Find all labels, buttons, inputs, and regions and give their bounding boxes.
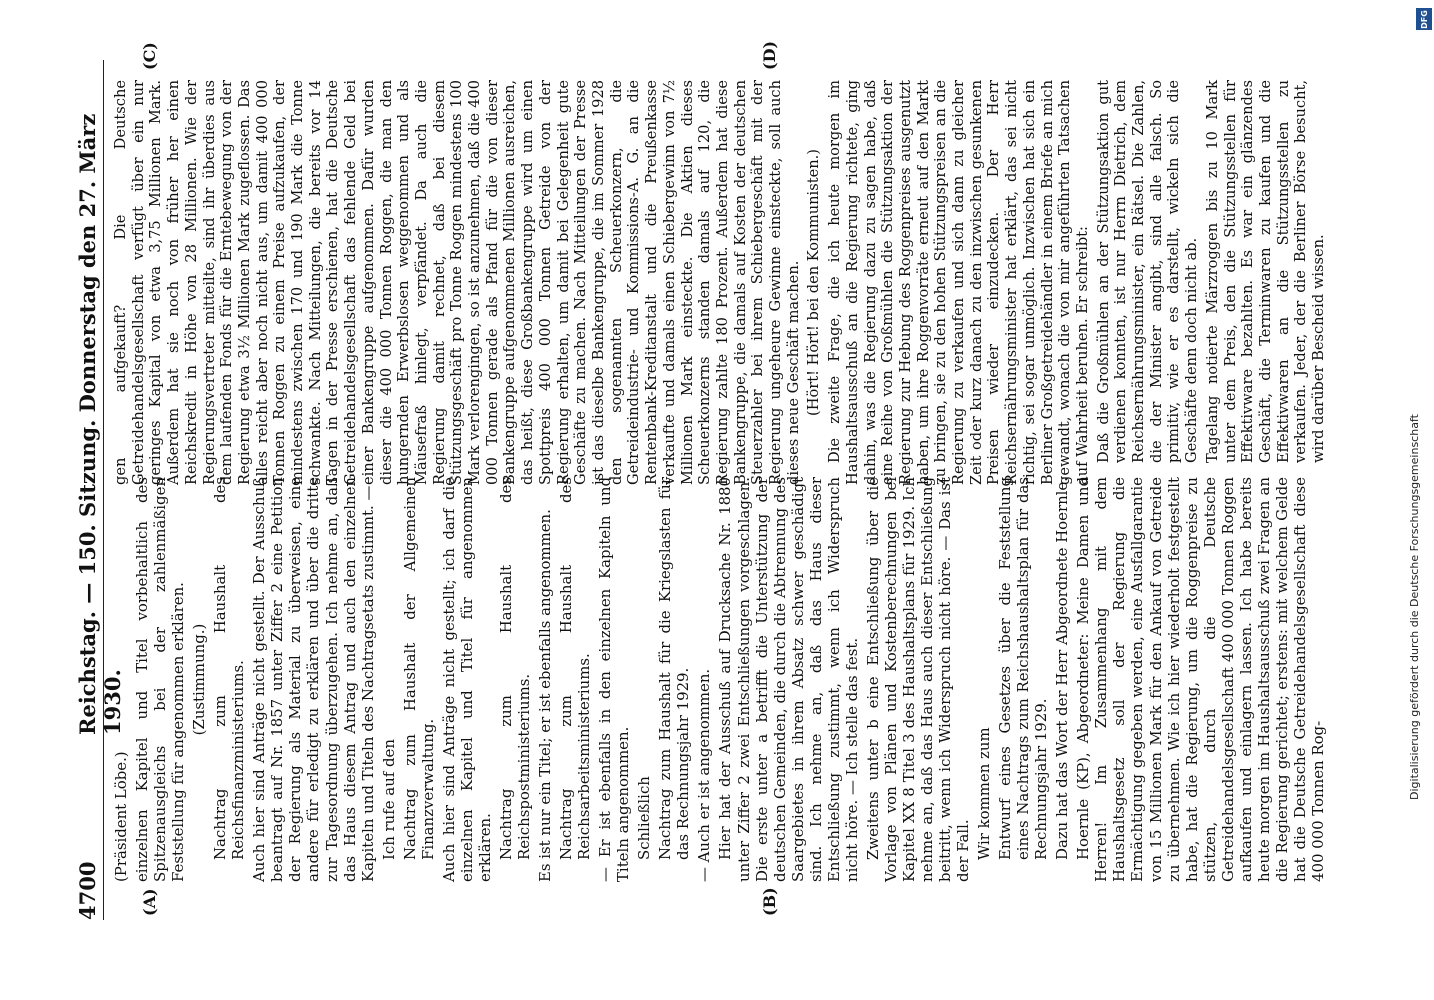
left-column-paragraph: Nachtrag zum Haushalt des Reichspostministeriums. <box>496 477 533 860</box>
left-column-paragraph: Auch hier sind Anträge nicht gestellt. Der Ausschuß beantragt auf Nr. 1857 unter Ziffer 2 eine Petition der Regierung als Material zu überweisen, eine andere für erledigt zu erklären und über die dritte zur Tagesordnung überzugehen. Ich nehme an, daß das Haus diesem Antrag und auch den einzelnen Kapiteln und Titeln des Nachtragsetats zustimmt. — <box>250 477 377 882</box>
left-column-paragraph: Nachtrag zum Haushalt der Allgemeinen Finanzverwaltung. <box>400 477 437 860</box>
left-column-paragraph: Nachtrag zum Haushalt des Reichsarbeitsministeriums. <box>557 477 594 860</box>
right-column <box>112 80 1331 485</box>
left-column-paragraph: Nachtrag zum Haushalt des Reichsfinanzministeriums. <box>211 477 248 860</box>
left-column-paragraph: (Zustimmung.) <box>190 623 209 736</box>
left-column-paragraph: Nachtrag zum Haushalt für die Kriegslasten für das Rechnungsjahr 1929. <box>656 477 693 860</box>
right-column-paragraph: Tagelang notierte Märzroggen bis zu 10 Mark unter dem Preis, den die Stützungsstellen für Effektivware bezahlten. Es war ein glänzendes Geschäft, die Terminwaren zu kaufen und die Effektivwaren an die Stützungsstellen zu verkaufen. Jeder, der die Berliner Börse besucht, wird darüber Bescheid wissen. <box>1203 80 1328 463</box>
left-column-paragraph: Zweitens unter b eine Entschließung über die Vorlage von Plänen und Kostenberechnungen bei Kapitel XX 8 Titel 3 des Haushaltsplans für 1929. Ich nehme an, daß das Haus auch dieser Entschließung beitritt, wenn ich Widerspruch nicht höre. — Das ist der Fall. <box>863 477 973 882</box>
right-column-paragraph: Daß die Großmühlen an der Stützungsaktion gut verdienen konnten, ist nur Herrn Dietrich, dem Reichsernährungsminister, ein Rätsel. Die Zahlen, die der Minister angibt, sind alle falsch. So primitiv, wie er es darstellt, wickeln sich die Geschäfte denn doch nicht ab. <box>1094 80 1201 463</box>
left-column-paragraph: Wir kommen zum <box>975 727 994 860</box>
left-column-paragraph: einzelnen Kapitel und Titel vorbehaltlich des Spitzenausgleichs bei der zahlenmäßigen Feststellung für angenommen erklären. <box>133 477 188 882</box>
left-column-paragraph: Entwurf eines Gesetzes über die Feststellung eines Nachtrags zum Reichshaushaltsplan für das Rechnungsjahr 1929. <box>996 477 1051 860</box>
margin-marker-d: (D) <box>760 40 779 70</box>
left-column-paragraph: Hier hat der Ausschuß auf Drucksache Nr. 1880 unter Ziffer 2 zwei Entschließungen vorgeschlagen. Die erste unter a betrifft die Unterstützung der deutschen Gemeinden, die durch die Abtrennung des Saargebietes in ihrem Absatz schwer geschädigt sind. Ich nehme an, daß das Haus dieser Entschließung zustimmt, wenn ich Widerspruch nicht höre. — Ich stelle das fest. <box>716 477 861 882</box>
right-column-paragraph: Die zweite Frage, die ich heute morgen im Haushaltsausschuß an die Regierung richtete, ging dahin, was die Regierung dazu zu sagen habe, daß eine Reihe von Großmühlen die Stützungsaktion der Regierung zur Hebung des Roggenpreises ausgenutzt haben, um ihre Roggenvorräte erneut auf den Markt zu bringen, sie zu den hohen Stützungspreisen an die Regierung zu verkaufen und sich dann zu gleicher Zeit oder kurz danach zu den inzwischen gesunkenen Preisen wieder einzudecken. Der Herr Reichsernährungsminister hat erklärt, das sei nicht richtig, sei sogar unmöglich. Inzwischen hat sich ein Berliner Großgetreidehändler in einem Briefe an mich gewandt, wonach die von mir angeführten Tatsachen auf Wahrheit beruhen. Er schreibt: <box>826 80 1091 485</box>
margin-marker-b: (B) <box>760 887 779 916</box>
dfg-logo-text: DFG <box>1419 9 1429 29</box>
left-column-paragraph: — Auch er ist angenommen. <box>695 668 714 882</box>
page-number: 4700 <box>75 861 100 920</box>
left-column <box>112 477 1330 882</box>
margin-marker-a: (A) <box>140 888 159 916</box>
left-column-paragraph: — Er ist ebenfalls in den einzelnen Kapiteln und Titeln angenommen. <box>596 477 633 882</box>
right-column-paragraph: gen aufgekauft? Die Deutsche Getreidehandelsgesellschaft verfügt über ein nur geringes Kapital von etwa 3,75 Millionen Mark. Außerdem hat sie noch von früher her einen Reichskredit in Höhe von 28 Millionen. Wie der Regierungsvertreter mitteilte, sind ihr überdies aus dem laufenden Fonds für die Erntebewegung von der Regierung etwa 3½ Millionen Mark zugeflossen. Das alles reicht aber noch nicht aus, um damit 400 000 Tonnen Roggen zu einem Preise aufzukaufen, der mindestens zwischen 170 und 190 Mark die Tonne schwankte. Nach Mitteilungen, die bereits vor 14 Tagen in der Presse erschienen, hat die Deutsche Getreidehandelsgesellschaft das fehlende Geld bei einer Bankengruppe aufgenommen. Dafür wurden dieser die 400 000 Tonnen Roggen, die man den hungernden Erwerbslosen weggenommen und als Mäusefraß hinlegt, verpfändet. Da auch die Regierung damit rechnet, daß bei diesem Stützungsgeschäft pro Tonne Roggen mindestens 100 Mark verlorengingen, so ist anzunehmen, daß die 400 000 Tonnen gerade als Pfand für die von dieser Bankengruppe aufgenommenen Millionen ausreichen, das heißt, diese Großbankengruppe wird um einen Spottpreis 400 000 Tonnen Getreide von der Regierung erhalten, um damit bei Gelegenheit gute Geschäfte zu machen. Nach Mitteilungen der Presse ist das dieselbe Bankengruppe, die im Sommer 1928 den sogenannten Scheuerkonzern, die Getreideindustrie- und Kommissions-A. G. an die Rentenbank-Kreditanstalt und die Preußenkasse verkaufte und damals einen Schiebergewinn von 7½ Millionen Mark einsteckte. Die Aktien dieses Scheuerkonzerns standen damals auf 120, die Regierung zahlte 180 Prozent. Außerdem hat diese Bankengruppe, die damals auf Kosten der deutschen Steuerzahler bei ihrem Schiebergeschäft mit der Regierung ungeheure Gewinne einsteckte, soll auch dieses neue Geschäft machen. <box>112 80 802 485</box>
left-column-paragraph: Ich rufe auf den <box>379 739 398 860</box>
left-column-paragraph: Auch hier sind Anträge nicht gestellt; ich darf die einzelnen Kapitel und Titel für angenommen erklären. <box>439 477 494 882</box>
left-column-paragraph: Schließlich <box>635 776 654 860</box>
left-column-paragraph: Dazu hat das Wort der Herr Abgeordnete Hoernle. <box>1053 477 1072 860</box>
margin-marker-c: (C) <box>140 42 159 70</box>
left-column-paragraph: (Präsident Löbe.) <box>112 751 130 882</box>
left-column-paragraph: Es ist nur ein Titel; er ist ebenfalls angenommen. <box>536 509 555 882</box>
digitization-credit: Digitalisierung gefördert durch die Deutsche Forschungsgemeinschaft <box>1408 414 1421 800</box>
page-title: Reichstag. — 150. Sitzung. Donnerstag den 27. März 1930. <box>75 113 125 735</box>
right-column-paragraph: (Hört! Hört! bei den Kommunisten.) <box>805 149 823 416</box>
left-column-paragraph: Hoernle (KP), Abgeordneter: Meine Damen und Herren! Im Zusammenhang mit dem Haushaltsgesetz soll der Regierung die Ermächtigung gegeben werden, eine Ausfallgarantie von 15 Millionen Mark für den Ankauf von Getreide zu übernehmen. Wie ich hier wiederholt festgestellt habe, hat die Regierung, um die Roggenpreise zu stützen, durch die Deutsche Getreidehandelsgesellschaft 400 000 Tonnen Roggen aufkaufen und einlagern lassen. Ich habe bereits heute morgen im Haushaltsausschuß zwei Fragen an die Regierung gerichtet; erstens: mit welchem Gelde hat die Deutsche Getreidehandelsgesellschaft diese 400 000 Tonnen Rog- <box>1074 477 1327 882</box>
